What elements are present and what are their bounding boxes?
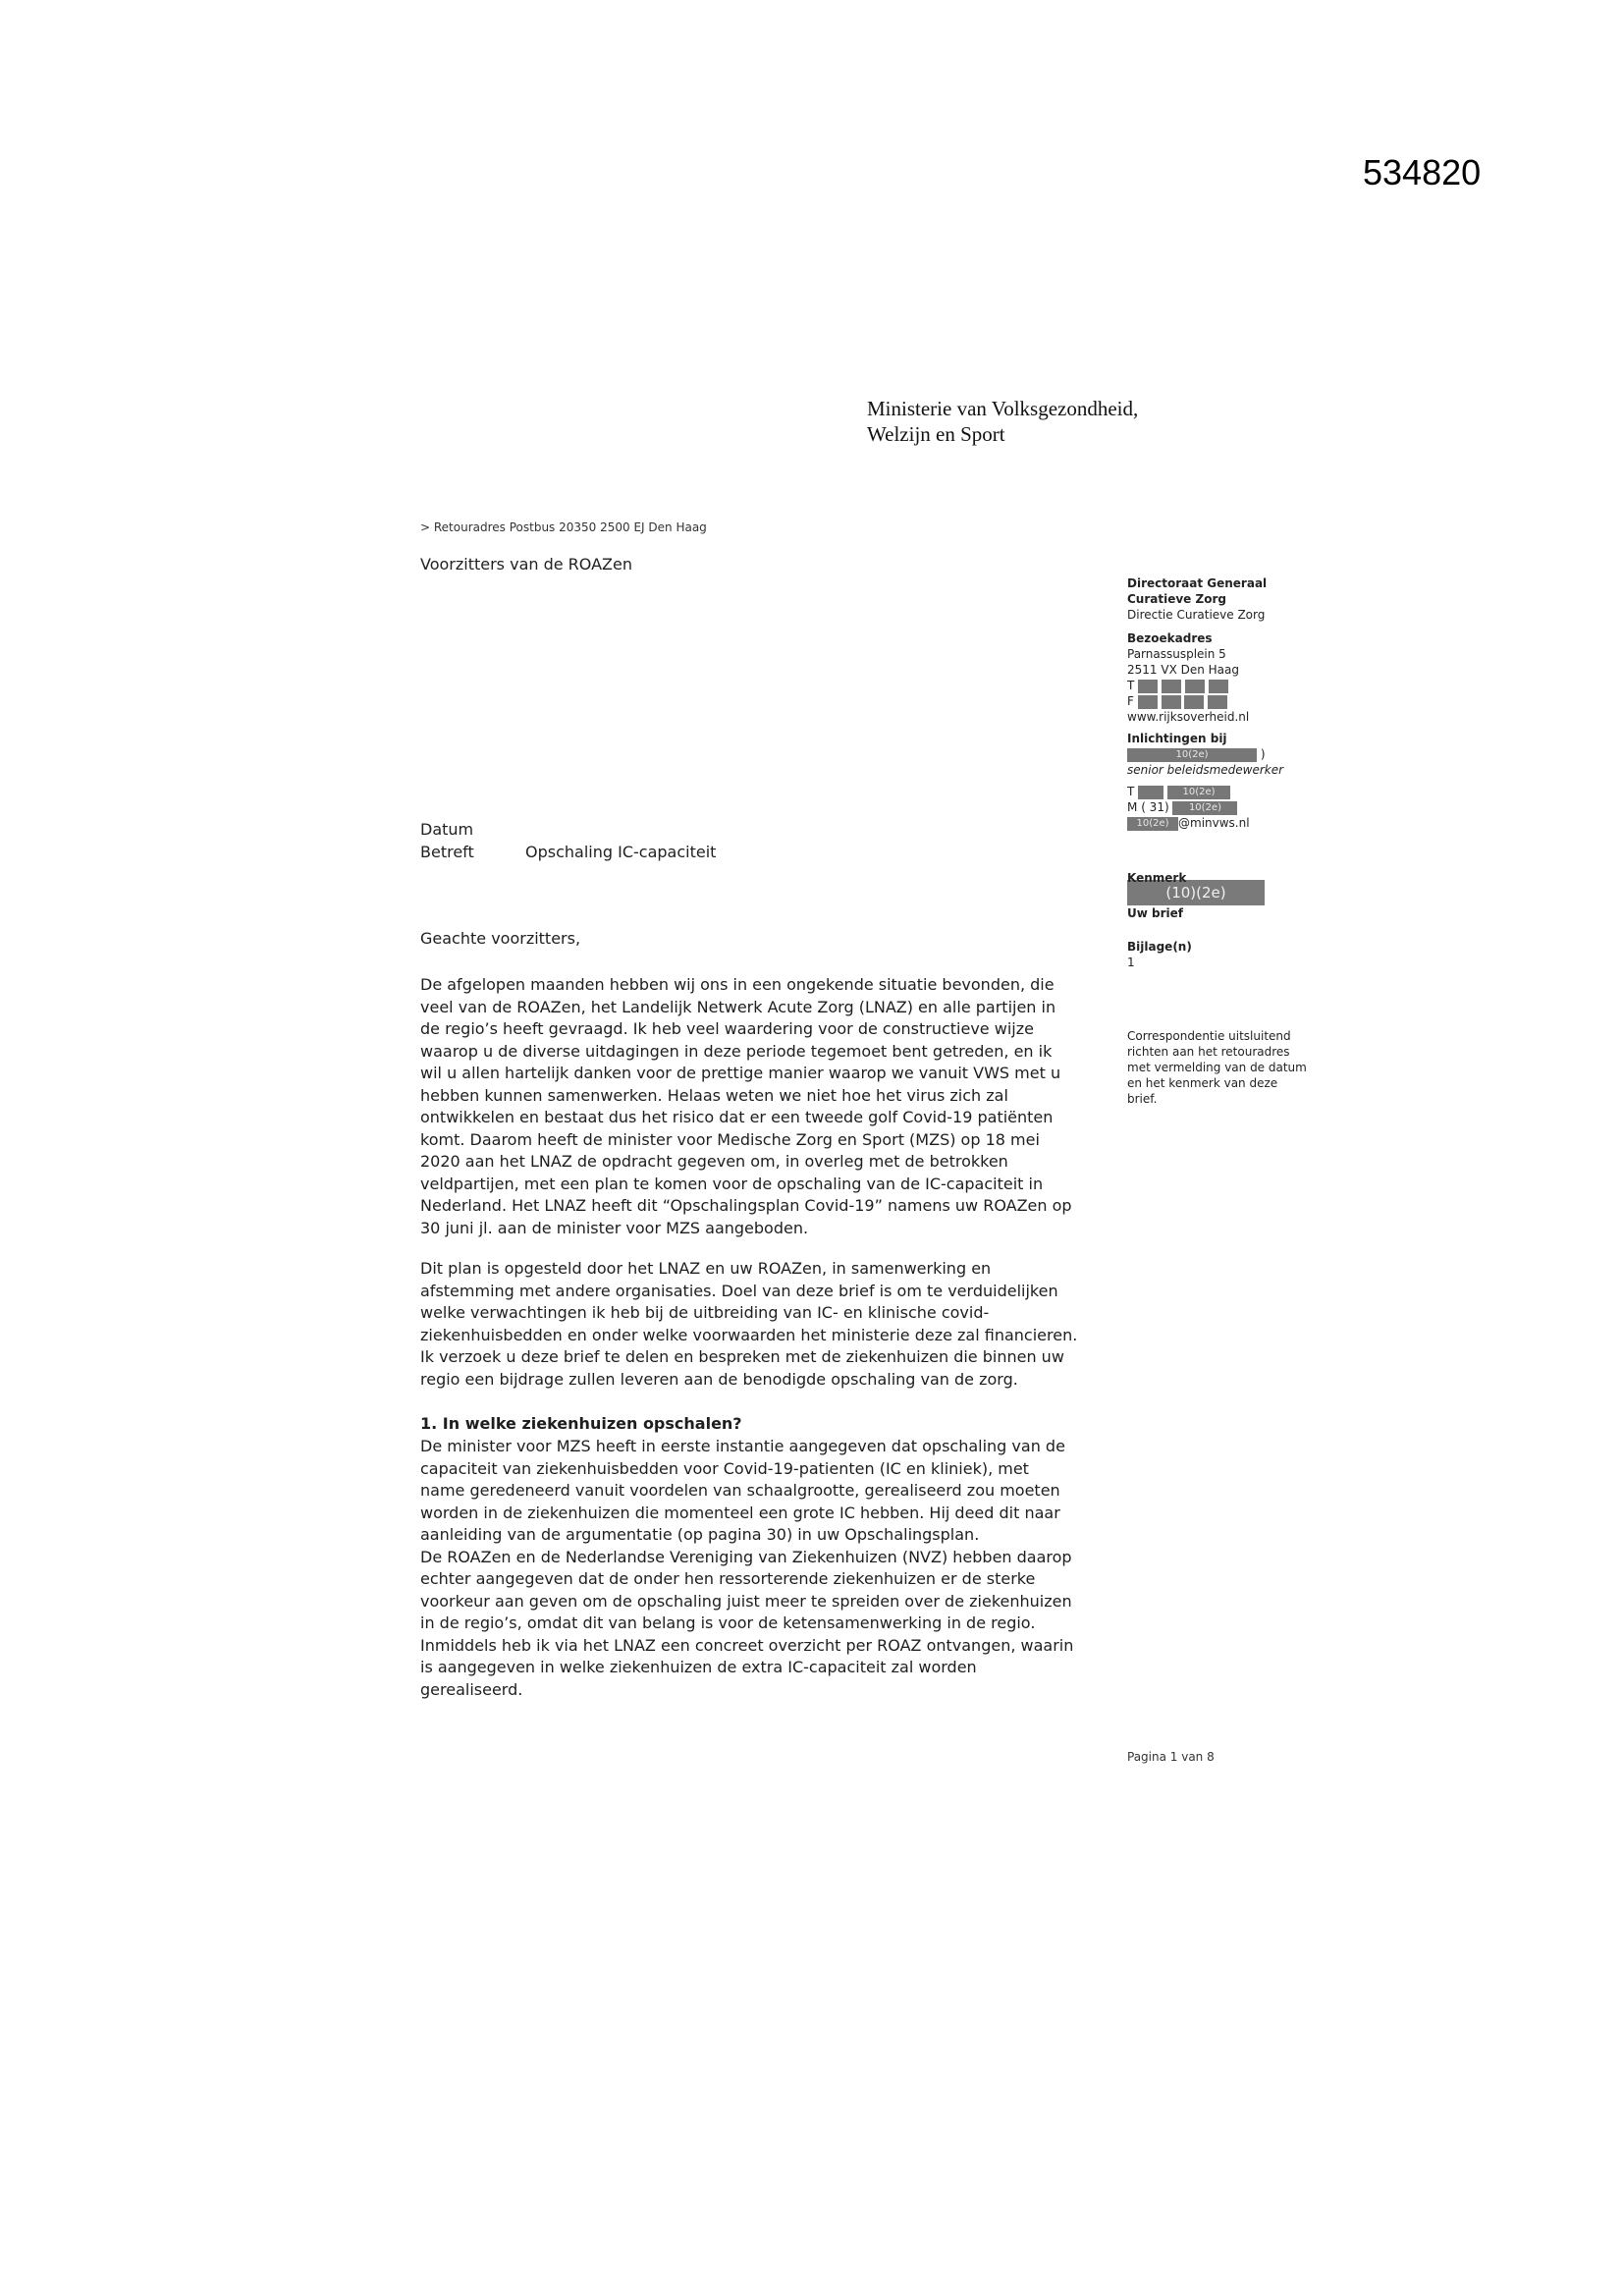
sidebar-tel-row <box>1127 678 1373 693</box>
sidebar-info-mobile-row <box>1127 799 1373 815</box>
sidebar-org-1: Directoraat Generaal <box>1127 576 1268 590</box>
sidebar-org-3: Directie Curatieve Zorg <box>1127 608 1266 622</box>
ministry-logo <box>867 396 1138 447</box>
redaction-box <box>1209 680 1228 693</box>
text-line: ziekenhuisbedden en onder welke voorwaarden het ministerie deze zal financieren. <box>420 1325 1078 1344</box>
sidebar-organisation <box>1127 575 1373 831</box>
bijlagen-value: 1 <box>1127 956 1135 969</box>
document-number: 534820 <box>1363 152 1482 192</box>
redaction-box <box>1184 695 1204 709</box>
sidebar-org-2: Curatieve Zorg <box>1127 592 1226 606</box>
text-line: komt. Daarom heeft de minister voor Medische Zorg en Sport (MZS) op 18 mei <box>420 1129 1040 1149</box>
redaction-box <box>1162 680 1181 693</box>
redaction-box <box>1185 680 1205 693</box>
logo-line-1: Ministerie van Volksgezondheid, <box>867 397 1139 420</box>
text-line: wil u allen hartelijk danken voor de prettige manier waarop we vanuit VWS met u <box>420 1064 1061 1082</box>
info-mob-country: ( 31) <box>1141 800 1169 814</box>
text-line: veel van de ROAZen, het Landelijk Netwerk Acute Zorg (LNAZ) en alle partijen in <box>420 997 1056 1016</box>
return-address: > Retouradres Postbus 20350 2500 EJ Den Haag <box>420 520 707 534</box>
text-line: echter aangegeven dat de onder hen ressorterende ziekenhuizen er de sterke <box>420 1569 1036 1588</box>
sidebar-info-tel-row <box>1127 784 1373 799</box>
text-line: gerealiseerd. <box>420 1679 523 1699</box>
betreft-row <box>420 841 716 863</box>
sidebar-reference <box>1127 870 1373 970</box>
page-number: Pagina 1 van 8 <box>1127 1750 1215 1764</box>
text-line: De minister voor MZS heeft in eerste instantie aangegeven dat opschaling van de <box>420 1437 1065 1455</box>
text-line: hebben kunnen samenwerken. Helaas weten we niet hoe het virus zich zal <box>420 1085 1008 1105</box>
sidebar-website: www.rijksoverheid.nl <box>1127 710 1250 724</box>
text-line: is aangegeven in welke ziekenhuizen de extra IC-capaciteit zal worden <box>420 1658 977 1676</box>
sidebar-visit-label: Bezoekadres <box>1127 631 1213 645</box>
text-line: Inmiddels heb ik via het LNAZ een concreet overzicht per ROAZ ontvangen, waarin <box>420 1635 1074 1655</box>
letter-meta <box>420 818 716 863</box>
redaction-box <box>1138 786 1163 799</box>
salutation: Geachte voorzitters, <box>420 929 581 948</box>
text-line: voorkeur aan geven om de opschaling juist meer te spreiden over de ziekenhuizen <box>420 1591 1072 1611</box>
text-line: ontwikkelen en bestaat dus het risico dat er een tweede golf Covid-19 patiënten <box>420 1108 1054 1126</box>
betreft-value: Opschaling IC-capaciteit <box>525 843 717 861</box>
text-line: welke verwachtingen ik heb bij de uitbreiding van IC- en klinische covid- <box>420 1303 990 1322</box>
redaction-box <box>1208 695 1227 709</box>
text-line: in de regio’s, omdat dit van belang is voor de ketensamenwerking in de regio. <box>420 1613 1036 1632</box>
text-line: aanleiding van de argumentatie (op pagina 30) in uw Opschalingsplan. <box>420 1525 980 1544</box>
sidebar-city: 2511 VX Den Haag <box>1127 663 1239 677</box>
redaction-box <box>1138 695 1158 709</box>
text-line: 30 juni jl. aan de minister voor MZS aangeboden. <box>420 1218 809 1237</box>
betreft-label: Betreft <box>420 843 474 861</box>
text-line: De afgelopen maanden hebben wij ons in een ongekende situatie bevonden, die <box>420 975 1055 994</box>
note-line: Correspondentie uitsluitend <box>1127 1029 1291 1043</box>
sidebar-info-name-row <box>1127 746 1373 762</box>
uw-brief-label: Uw brief <box>1127 906 1183 920</box>
kenmerk-redaction: (10)(2e) <box>1127 880 1265 905</box>
datum-label: Datum <box>420 820 474 839</box>
text-line: De ROAZen en de Nederlandse Vereniging van Ziekenhuizen (NVZ) hebben daarop <box>420 1547 1072 1566</box>
sidebar-info-role: senior beleidsmedewerker <box>1127 763 1284 777</box>
redaction-box <box>1162 695 1181 709</box>
text-line: Nederland. Het LNAZ heeft dit “Opschalingsplan Covid-19” namens uw ROAZen op <box>420 1196 1072 1215</box>
info-mob-prefix: M <box>1127 800 1138 814</box>
text-line: name geredeneerd vanuit voordelen van schaalgrootte, gerealiseerd zou moeten <box>420 1481 1060 1500</box>
note-line: en het kenmerk van deze <box>1127 1076 1278 1090</box>
info-close-paren: ) <box>1260 747 1266 761</box>
text-line: capaciteit van ziekenhuisbedden voor Covid-19-patienten (IC en kliniek), met <box>420 1458 1029 1478</box>
text-line: waarop u de diverse uitdagingen in deze periode tegemoet bent getreden, en ik <box>420 1041 1053 1061</box>
redaction-box: 10(2e) <box>1127 817 1178 831</box>
paragraph-3 <box>420 1436 1112 1701</box>
text-line: Ik verzoek u deze brief te delen en bespreken met de ziekenhuizen die binnen uw <box>420 1347 1064 1366</box>
text-line: regio een bijdrage zullen leveren aan de benodigde opschaling van de zorg. <box>420 1369 1018 1389</box>
sidebar-correspondence-note <box>1127 1028 1373 1107</box>
text-line: 2020 aan het LNAZ de opdracht gegeven om, in overleg met de betrokken <box>420 1152 1008 1171</box>
paragraph-1 <box>420 974 1112 1239</box>
tel-prefix: T <box>1127 679 1135 692</box>
email-suffix: @minvws.nl <box>1178 816 1250 830</box>
text-line: veldpartijen, met een plan te komen voor de opschaling van de IC-capaciteit in <box>420 1174 1044 1193</box>
paragraph-2 <box>420 1258 1112 1391</box>
note-line: richten aan het retouradres <box>1127 1045 1290 1059</box>
text-line: de regio’s heeft gevraagd. Ik heb veel waardering voor de constructieve wijze <box>420 1019 1034 1038</box>
sidebar-info-email-row <box>1127 815 1373 831</box>
redaction-box: 10(2e) <box>1167 786 1230 799</box>
fax-prefix: F <box>1127 694 1134 708</box>
text-line: afstemming met andere organisaties. Doel van deze brief is om te verduidelijken <box>420 1281 1058 1300</box>
redaction-box <box>1138 680 1158 693</box>
redaction-box: 10(2e) <box>1172 801 1237 815</box>
addressee: Voorzitters van de ROAZen <box>420 555 632 574</box>
text-line: Dit plan is opgesteld door het LNAZ en uw ROAZen, in samenwerking en <box>420 1259 992 1278</box>
kenmerk-label: Kenmerk <box>1127 871 1187 885</box>
sidebar-fax-row <box>1127 693 1373 709</box>
sidebar-street: Parnassusplein 5 <box>1127 647 1226 661</box>
text-line: worden in de ziekenhuizen die momenteel een grote IC hebben. Hij deed dit naar <box>420 1503 1060 1522</box>
sidebar-info-label: Inlichtingen bij <box>1127 732 1227 745</box>
bijlagen-label: Bijlage(n) <box>1127 940 1192 954</box>
note-line: brief. <box>1127 1092 1158 1106</box>
info-tel-prefix: T <box>1127 785 1135 798</box>
note-line: met vermelding van de datum <box>1127 1061 1307 1074</box>
section-heading-1: 1. In welke ziekenhuizen opschalen? <box>420 1414 742 1433</box>
redaction-box: 10(2e) <box>1127 748 1257 762</box>
logo-line-2: Welzijn en Sport <box>867 422 1005 446</box>
datum-row <box>420 818 716 841</box>
